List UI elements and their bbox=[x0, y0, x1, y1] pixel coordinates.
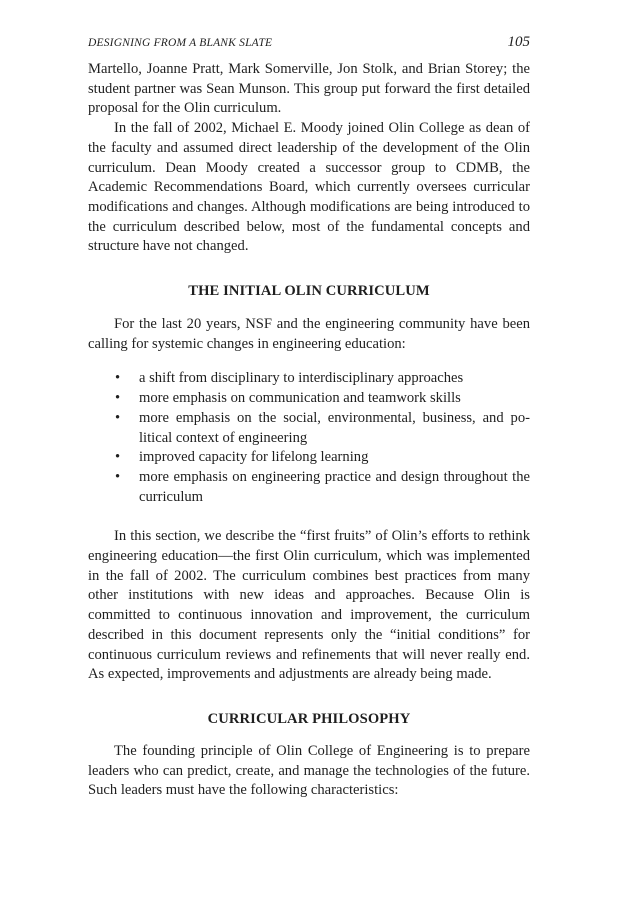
paragraph-first-fruits: In this section, we describe the “first fruits” of Olin’s efforts to rethink engineering education—the first Olin curriculum, which was implemented in the fall of 2002. The curriculum combines best practices from many other institutions with new ideas and approaches. Because Olin is committed to continuous innovation and improvement, the curriculum described in this document represents only the “initial conditions” for continuous curriculum reviews and refinements that will never really end. As expected, improvements and adjustments are already being made. bbox=[88, 528, 530, 683]
running-title: DESIGNING FROM A BLANK SLATE bbox=[88, 37, 273, 49]
list-item-text: more emphasis on communication and teamwork skills bbox=[139, 390, 461, 407]
paragraph-continued: Martello, Joanne Pratt, Mark Somerville, Jon Stolk, and Brian Storey; the student partner was Sean Munson. This group put forward the first detailed proposal for the Olin curriculum. bbox=[88, 61, 530, 117]
list-item-text: more emphasis on the social, environmental, business, and political context of engineering bbox=[139, 409, 530, 446]
paragraph-founding-principle: The founding principle of Olin College of Engineering is to prepare leaders who can predict, create, and manage the technologies of the future. Such leaders must have the following characteristics: bbox=[88, 742, 530, 799]
list-item bbox=[115, 369, 530, 389]
section-heading-initial-curriculum: THE INITIAL OLIN CURRICULUM bbox=[188, 283, 430, 300]
page-body bbox=[88, 60, 530, 801]
list-item-text: improved capacity for lifelong learning bbox=[139, 449, 369, 466]
list-item bbox=[115, 468, 530, 507]
list-item bbox=[115, 409, 530, 448]
bullet-icon: • bbox=[115, 370, 121, 387]
list-item bbox=[115, 448, 530, 468]
bullet-icon: • bbox=[115, 468, 121, 485]
bullet-icon: • bbox=[115, 409, 121, 426]
paragraph-nsf: For the last 20 years, NSF and the engineering community have been calling for systemic changes in engineering education: bbox=[88, 316, 530, 352]
list-item-text: more emphasis on engineering practice and design throughout the curriculum bbox=[139, 468, 530, 505]
page-number: 105 bbox=[507, 34, 530, 50]
bullet-list-systemic-changes bbox=[88, 369, 530, 507]
section-heading-curricular-philosophy: CURRICULAR PHILOSOPHY bbox=[207, 710, 411, 727]
running-header bbox=[88, 34, 530, 56]
list-item bbox=[115, 389, 530, 409]
paragraph-dean-moody: In the fall of 2002, Michael E. Moody joined Olin College as dean of the faculty and assumed direct leadership of the development of the Olin curriculum. Dean Moody created a successor group to CDMB, the Academic Recommendations Board, which currently oversees curricular modifications and changes. Although modifications are being introduced to the curriculum described below, most of the fundamental concepts and structure have not changed. bbox=[88, 120, 530, 255]
list-item-text: a shift from disciplinary to interdisciplinary approaches bbox=[139, 370, 464, 387]
bullet-icon: • bbox=[115, 390, 121, 407]
book-page bbox=[88, 34, 530, 801]
bullet-icon: • bbox=[115, 449, 121, 466]
